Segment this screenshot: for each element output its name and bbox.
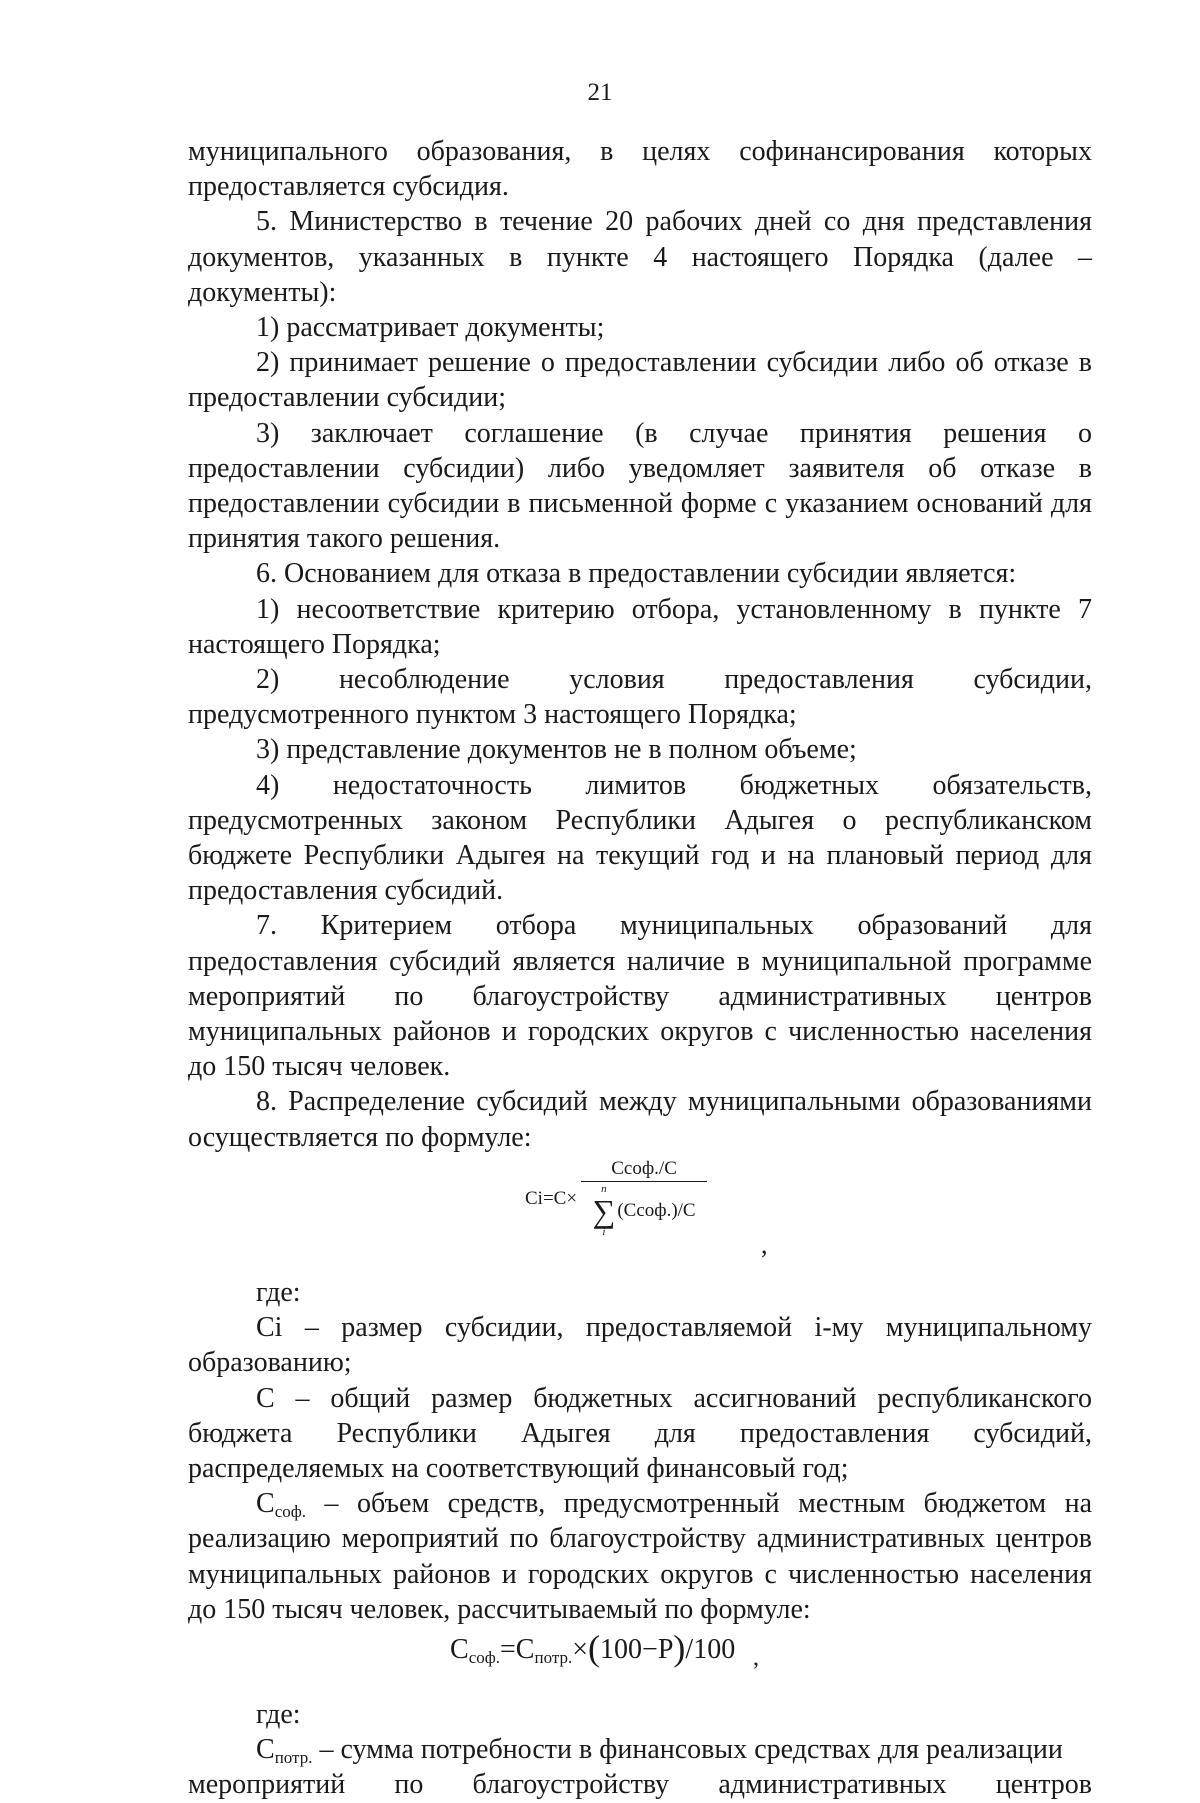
sigma-symbol: ∑: [592, 1192, 616, 1229]
paragraph: мероприятий по благоустройству административных центров: [188, 1769, 1092, 1801]
formula-operator: =: [500, 1633, 516, 1665]
paragraph: [188, 1486, 1092, 1627]
formula-paren: ): [673, 1627, 686, 1668]
paragraph: муниципального образования, в целях софинансирования которых предоставляется субсидия.: [188, 136, 1092, 203]
document-body: [188, 134, 1092, 1803]
paragraph: 1) несоответствие критерию отбора, установленному в пункте 7 настоящего Порядка;: [188, 593, 1092, 660]
paragraph: 3) представление документов не в полном объеме;: [256, 734, 857, 766]
cofinancing-formula: [188, 1627, 1092, 1697]
formula-subscript: соф.: [468, 1647, 500, 1667]
formula-denominator: [593, 1182, 696, 1238]
paragraph: [188, 1732, 1092, 1767]
subscript: потр.: [274, 1748, 313, 1768]
paragraph: 6. Основанием для отказа в предоставлении субсидии является:: [256, 558, 1017, 590]
symbol: C: [256, 1734, 275, 1766]
page-number: 21: [587, 79, 613, 106]
sigma-upper-limit: n: [601, 1182, 607, 1195]
paragraph-text: – объем средств, предусмотренный местным бюджетом на реализацию мероприятий по благоустройству административных центров муниципальных районов и городских округов с численностью населения до 150 тысяч человек, рассчитываемый по формуле:: [188, 1488, 1092, 1625]
paragraph: 1) рассматривает документы;: [256, 312, 605, 344]
distribution-formula: [188, 1155, 1092, 1275]
formula-symbol: C: [450, 1633, 469, 1665]
formula-symbol: C: [515, 1633, 535, 1665]
paragraph: 5. Министерство в течение 20 рабочих дней со дня представления документов, указанных в пункте 4 настоящего Порядка (далее – документы):: [188, 206, 1092, 308]
paragraph: 8. Распределение субсидий между муниципальными образованиями осуществляется по формуле:: [188, 1086, 1092, 1153]
formula-denominator-term: (Cсоф.)/C: [617, 1200, 696, 1222]
paragraph: где:: [256, 1698, 301, 1730]
formula-operator: ×: [572, 1633, 589, 1665]
paragraph-text: – сумма потребности в финансовых средствах для реализации: [312, 1734, 1063, 1766]
symbol: C: [256, 1488, 275, 1520]
paragraph: Ci – размер субсидии, предоставляемой i-му муниципальному образованию;: [188, 1312, 1092, 1379]
paragraph: 2) принимает решение о предоставлении субсидии либо об отказе в предоставлении субсидии;: [188, 347, 1092, 414]
paragraph: 3) заключает соглашение (в случае принятия решения о предоставлении субсидии) либо уведомляет заявителя об отказе в предоставлении субсидии в письменной форме с указанием оснований для принятия такого решения.: [188, 417, 1092, 555]
formula-tail: /100: [685, 1633, 736, 1665]
formula-numerator: Cсоф./C: [581, 1159, 707, 1182]
paragraph: 4) недостаточность лимитов бюджетных обязательств, предусмотренных законом Республики Адыгея о республиканском бюджете Республики Адыгея на текущий год и на плановый период для предоставления субсидий.: [188, 769, 1092, 907]
formula-comma: ,: [753, 1644, 759, 1671]
formula-subscript: потр.: [534, 1647, 573, 1667]
formula-paren: (: [588, 1627, 601, 1668]
summation: [593, 1184, 616, 1238]
formula-inner: 100−P: [600, 1633, 674, 1665]
paragraph: 2) несоблюдение условия предоставления субсидии, предусмотренного пунктом 3 настоящего Порядка;: [188, 664, 1092, 731]
paragraph: C – общий размер бюджетных ассигнований республиканского бюджета Республики Адыгея для предоставления субсидий, распределяемых на соответствующий финансовый год;: [188, 1382, 1092, 1484]
paragraph: где:: [256, 1276, 301, 1308]
formula-comma: ,: [761, 1229, 768, 1259]
paragraph: 7. Критерием отбора муниципальных образований для предоставления субсидий является наличие в муниципальной программе мероприятий по благоустройству административных центров муниципальных районов и городских округов с численностью населения до 150 тысяч человек.: [188, 910, 1092, 1083]
subscript: соф.: [274, 1502, 306, 1522]
formula-fraction: [581, 1159, 707, 1238]
sigma-lower-limit: i: [602, 1225, 606, 1238]
formula-lhs: Ci=C×: [525, 1187, 578, 1209]
